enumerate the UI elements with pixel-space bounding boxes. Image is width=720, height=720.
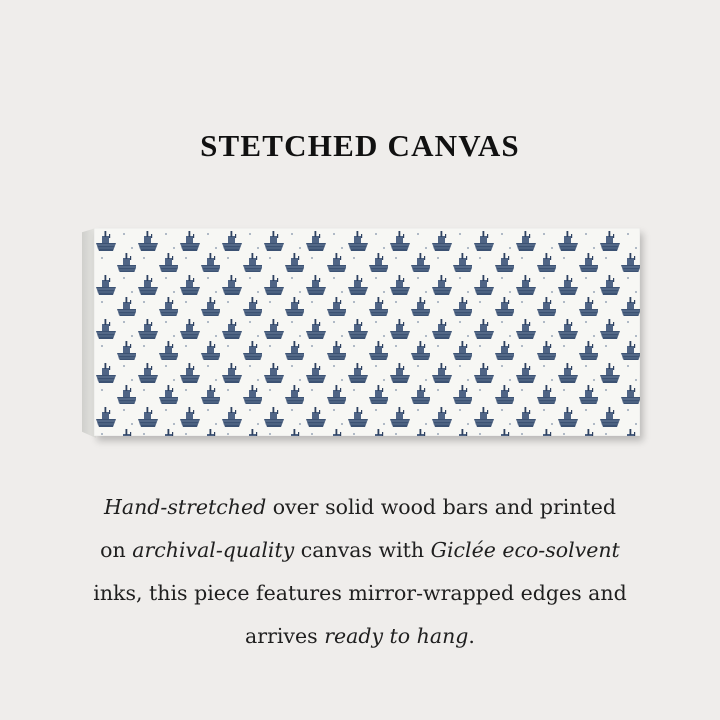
description-line-2 xyxy=(40,529,680,572)
emphasis-hand-stretched: Hand-stretched xyxy=(103,495,267,519)
description-text: canvas with xyxy=(294,538,431,562)
boat-pattern xyxy=(94,228,640,436)
emphasis-archival-quality: archival-quality xyxy=(132,538,295,562)
emphasis-giclee: Giclée eco-solvent xyxy=(430,538,620,562)
description-text: over solid wood bars and printed xyxy=(266,495,616,519)
description-text: arrives xyxy=(245,624,325,648)
description-text: . xyxy=(468,624,475,648)
product-description xyxy=(40,486,680,658)
description-line-3 xyxy=(40,572,680,615)
page-title: STETCHED CANVAS xyxy=(200,128,520,163)
canvas-print xyxy=(82,228,640,438)
emphasis-ready-to-hang: ready to hang xyxy=(324,624,469,648)
description-text: on xyxy=(100,538,133,562)
canvas-artwork xyxy=(94,228,640,436)
description-line-4 xyxy=(40,615,680,658)
description-text: inks, this piece features mirror-wrapped edges and xyxy=(93,581,627,605)
description-line-1 xyxy=(40,486,680,529)
